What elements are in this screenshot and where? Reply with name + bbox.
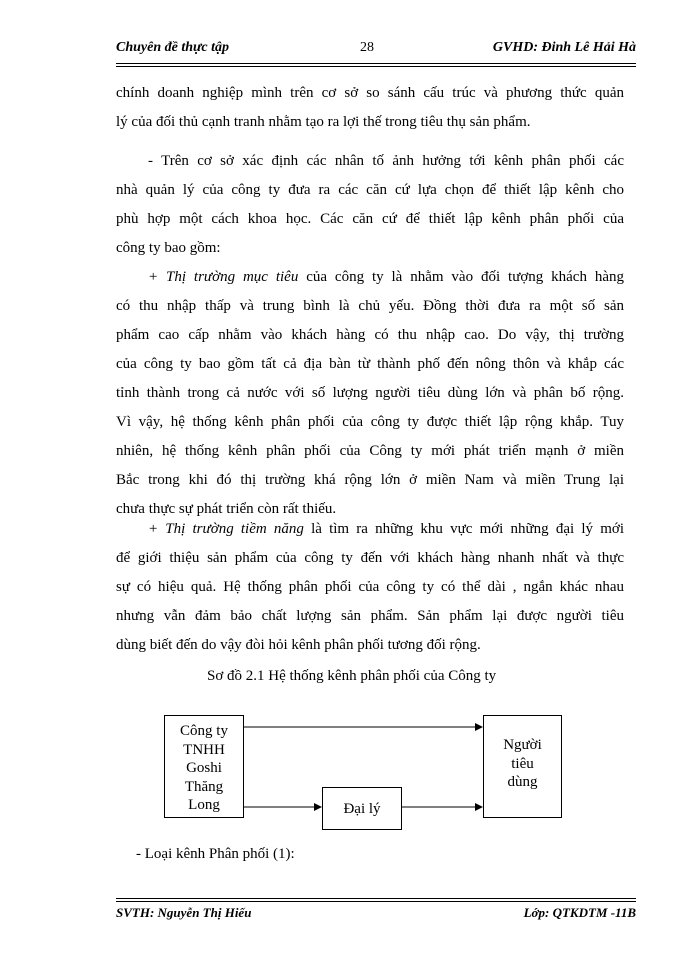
italic-term: + Thị trường mục tiêu <box>148 269 299 285</box>
text-line: tỉnh thành trong cả nước với số lượng người tiêu dùng lớn và phân bố rộng. <box>116 385 624 401</box>
text-line: nhiên, hệ thống kênh phân phối của Công ty mới phát triển mạnh ở miền <box>116 443 624 459</box>
text-line: nhưng vẫn đảm bảo chất lượng sản phẩm. Sản phẩm lại được người tiêu <box>116 608 624 624</box>
text-line: phẩm cao cấp nhằm vào khách hàng có thu nhập cao. Do vậy, thị trường <box>116 327 624 343</box>
page-footer <box>116 898 636 924</box>
text-line: chưa thực sự phát triển còn rất thiếu. <box>116 501 337 517</box>
text-line: sự có hiệu quả. Hệ thống phân phối của công ty có thể dài , ngắn khác nhau <box>116 579 624 595</box>
text-line: - Trên cơ sở xác định các nhân tố ảnh hưởng tới kênh phân phối các <box>148 153 624 169</box>
footer-class: Lớp: QTKDTM -11B <box>523 905 636 920</box>
text-line: công ty bao gồm: <box>116 240 221 256</box>
text-line: dùng biết đến do vậy đòi hỏi kênh phân phối tương đối rộng. <box>116 637 481 653</box>
company-line: TNHH <box>183 741 225 758</box>
text-segment: là tìm ra những khu vực mới những đại lý mới <box>303 521 624 537</box>
agent-label: Đại lý <box>343 801 381 817</box>
text-line: để giới thiệu sản phẩm của công ty đến với khách hàng nhanh nhất và thực <box>116 550 624 566</box>
italic-term: + Thị trường tiềm năng <box>148 521 304 537</box>
page-number: 28 <box>360 40 374 55</box>
text-line: Vì vậy, hệ thống kênh phân phối của công ty được thiết lập rộng khắp. Tuy <box>116 414 624 430</box>
text-line: Bắc trong khi đó thị trường khá rộng lớn ở miền Nam và miền Trung lại <box>116 472 624 488</box>
text-line: lý của đối thủ cạnh tranh nhằm tạo ra lợi thế trong tiêu thụ sản phẩm. <box>116 114 531 130</box>
header-title: Chuyên đề thực tập <box>116 40 230 55</box>
text-line: có thu nhập thấp và trung bình là chủ yếu. Đồng thời đưa ra một số sản <box>116 298 624 314</box>
diagram-caption: Sơ đồ 2.1 Hệ thống kênh phân phối của Công ty <box>207 668 497 684</box>
consumer-line: tiêu <box>511 755 534 772</box>
consumer-line: Người <box>503 737 542 753</box>
text-line: chính doanh nghiệp mình trên cơ sở so sánh cấu trúc và phương thức quản <box>116 85 624 101</box>
company-box <box>164 715 244 818</box>
subheading: - Loại kênh Phân phối (1): <box>136 846 295 862</box>
text-line: của công ty bao gồm tất cả địa bàn từ thành phố đến nông thôn và khắp các <box>116 356 624 372</box>
header-supervisor: GVHD: Đinh Lê Hải Hà <box>492 40 636 55</box>
company-line: Long <box>188 797 220 813</box>
company-line: Thăng <box>184 778 224 795</box>
text-segment: của công ty là nhằm vào đối tượng khách hàng <box>298 269 624 285</box>
text-line: nhà quản lý của công ty đưa ra các căn cứ lựa chọn để thiết lập kênh cho <box>116 182 624 198</box>
footer-student: SVTH: Nguyễn Thị Hiếu <box>116 905 252 920</box>
consumer-box <box>483 715 562 818</box>
company-line: Công ty <box>180 723 228 739</box>
company-line: Goshi <box>186 760 222 776</box>
agent-box <box>322 787 402 830</box>
text-line: phù hợp một cách khoa học. Các căn cứ để thiết lập kênh phân phối của <box>116 211 624 227</box>
consumer-line: dùng <box>507 774 538 790</box>
